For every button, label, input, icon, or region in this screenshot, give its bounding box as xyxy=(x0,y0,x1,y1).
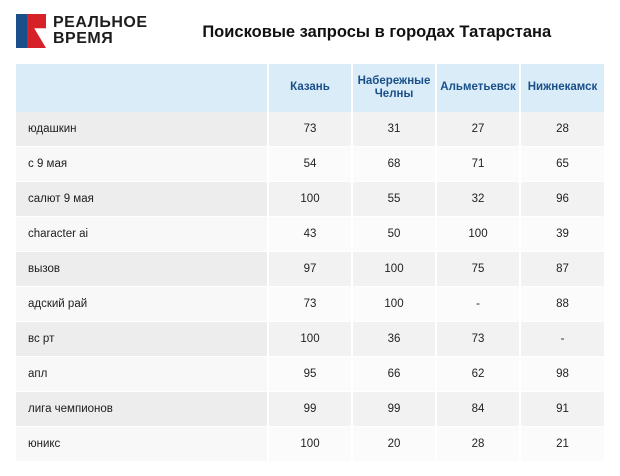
cell-nizhnekamsk: 39 xyxy=(520,217,604,252)
cell-kazan: 100 xyxy=(268,182,352,217)
column-header-query xyxy=(16,64,268,112)
cell-query: салют 9 мая xyxy=(16,182,268,217)
logo-red-bar xyxy=(27,14,46,48)
logo-blue-bar xyxy=(16,14,27,48)
brand-wordmark xyxy=(53,15,148,47)
table-row xyxy=(16,147,604,182)
brand-line-1: РЕАЛЬНОЕ xyxy=(53,14,148,31)
cell-kazan: 73 xyxy=(268,287,352,322)
cell-nizhnekamsk: 87 xyxy=(520,252,604,287)
cell-kazan: 99 xyxy=(268,392,352,427)
cell-chelny: 31 xyxy=(352,112,436,147)
table-row xyxy=(16,392,604,427)
table-body xyxy=(16,112,604,462)
cell-nizhnekamsk: 91 xyxy=(520,392,604,427)
cell-almetyevsk: - xyxy=(436,287,520,322)
table-row xyxy=(16,357,604,392)
table-row xyxy=(16,182,604,217)
cell-almetyevsk: 75 xyxy=(436,252,520,287)
cell-query: апл xyxy=(16,357,268,392)
table-container xyxy=(0,54,620,462)
table-row xyxy=(16,322,604,357)
cell-query: character ai xyxy=(16,217,268,252)
cell-chelny: 68 xyxy=(352,147,436,182)
cell-kazan: 54 xyxy=(268,147,352,182)
cell-kazan: 95 xyxy=(268,357,352,392)
cell-nizhnekamsk: 21 xyxy=(520,427,604,462)
cell-nizhnekamsk: 98 xyxy=(520,357,604,392)
cell-nizhnekamsk: 65 xyxy=(520,147,604,182)
cell-chelny: 100 xyxy=(352,252,436,287)
table-header-row xyxy=(16,64,604,112)
cell-query: адский рай xyxy=(16,287,268,322)
column-header-nizhnekamsk: Нижнекамск xyxy=(520,64,604,112)
cell-chelny: 36 xyxy=(352,322,436,357)
column-header-chelny: Набережные Челны xyxy=(352,64,436,112)
cell-query: вс рт xyxy=(16,322,268,357)
cell-query: лига чемпионов xyxy=(16,392,268,427)
search-queries-table xyxy=(16,64,604,462)
cell-kazan: 73 xyxy=(268,112,352,147)
cell-chelny: 99 xyxy=(352,392,436,427)
table-row xyxy=(16,112,604,147)
table-row xyxy=(16,427,604,462)
cell-almetyevsk: 62 xyxy=(436,357,520,392)
cell-almetyevsk: 73 xyxy=(436,322,520,357)
realnoe-vremya-logo-icon xyxy=(16,14,46,48)
table-head xyxy=(16,64,604,112)
brand-line-2: ВРЕМЯ xyxy=(53,30,114,47)
table-row xyxy=(16,287,604,322)
cell-nizhnekamsk: - xyxy=(520,322,604,357)
table-row xyxy=(16,217,604,252)
cell-kazan: 97 xyxy=(268,252,352,287)
cell-query: юдашкин xyxy=(16,112,268,147)
table-row xyxy=(16,252,604,287)
cell-chelny: 66 xyxy=(352,357,436,392)
cell-almetyevsk: 27 xyxy=(436,112,520,147)
cell-nizhnekamsk: 88 xyxy=(520,287,604,322)
cell-query: с 9 мая xyxy=(16,147,268,182)
cell-almetyevsk: 84 xyxy=(436,392,520,427)
column-header-almetyevsk: Альметьевск xyxy=(436,64,520,112)
brand-logo xyxy=(16,14,148,48)
cell-kazan: 43 xyxy=(268,217,352,252)
header xyxy=(0,0,620,54)
cell-nizhnekamsk: 28 xyxy=(520,112,604,147)
cell-chelny: 100 xyxy=(352,287,436,322)
cell-chelny: 50 xyxy=(352,217,436,252)
column-header-kazan: Казань xyxy=(268,64,352,112)
cell-query: вызов xyxy=(16,252,268,287)
cell-query: юникс xyxy=(16,427,268,462)
cell-almetyevsk: 71 xyxy=(436,147,520,182)
cell-kazan: 100 xyxy=(268,427,352,462)
page-title: Поисковые запросы в городах Татарстана xyxy=(202,22,552,41)
cell-nizhnekamsk: 96 xyxy=(520,182,604,217)
cell-kazan: 100 xyxy=(268,322,352,357)
cell-almetyevsk: 28 xyxy=(436,427,520,462)
cell-chelny: 20 xyxy=(352,427,436,462)
cell-almetyevsk: 100 xyxy=(436,217,520,252)
cell-almetyevsk: 32 xyxy=(436,182,520,217)
cell-chelny: 55 xyxy=(352,182,436,217)
